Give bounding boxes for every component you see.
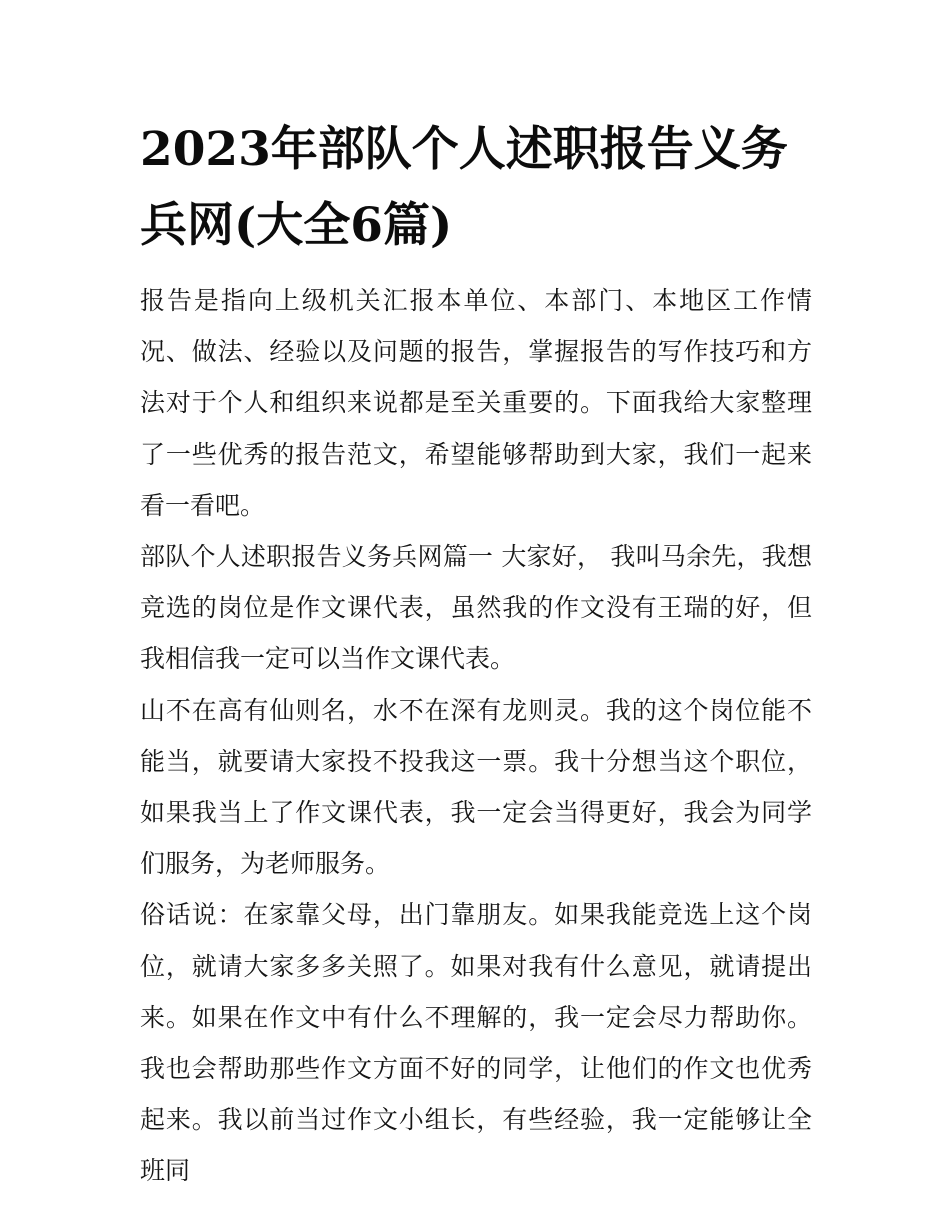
paragraph-2: 山不在高有仙则名，水不在深有龙则灵。我的这个岗位能不能当，就要请大家投不投我这一票。我十分想当这个职位，如果我当上了作文课代表，我一定会当得更好，我会为同学们服务，为老师服务。 — [140, 695, 812, 879]
document-body — [140, 275, 812, 1197]
paragraph-1: 部队个人述职报告义务兵网篇一 大家好， 我叫马余先，我想竞选的岗位是作文课代表，虽然我的作文没有王瑞的好，但我相信我一定可以当作文课代表。 — [140, 542, 812, 674]
document-title: 2023年部队个人述职报告义务兵网(大全6篇) — [140, 122, 788, 253]
paragraph-intro: 报告是指向上级机关汇报本单位、本部门、本地区工作情况、做法、经验以及问题的报告，掌握报告的写作技巧和方法对于个人和组织来说都是至关重要的。下面我给大家整理了一些优秀的报告范文，希望能够帮助到大家，我们一起来看一看吧。 — [140, 286, 812, 520]
paragraph-3: 俗话说：在家靠父母，出门靠朋友。如果我能竞选上这个岗位，就请大家多多关照了。如果对我有什么意见，就请提出来。如果在作文中有什么不理解的，我一定会尽力帮助你。我也会帮助那些作文方面不好的同学，让他们的作文也优秀起来。我以前当过作文小组长，有些经验，我一定能够让全班同 — [140, 900, 812, 1186]
